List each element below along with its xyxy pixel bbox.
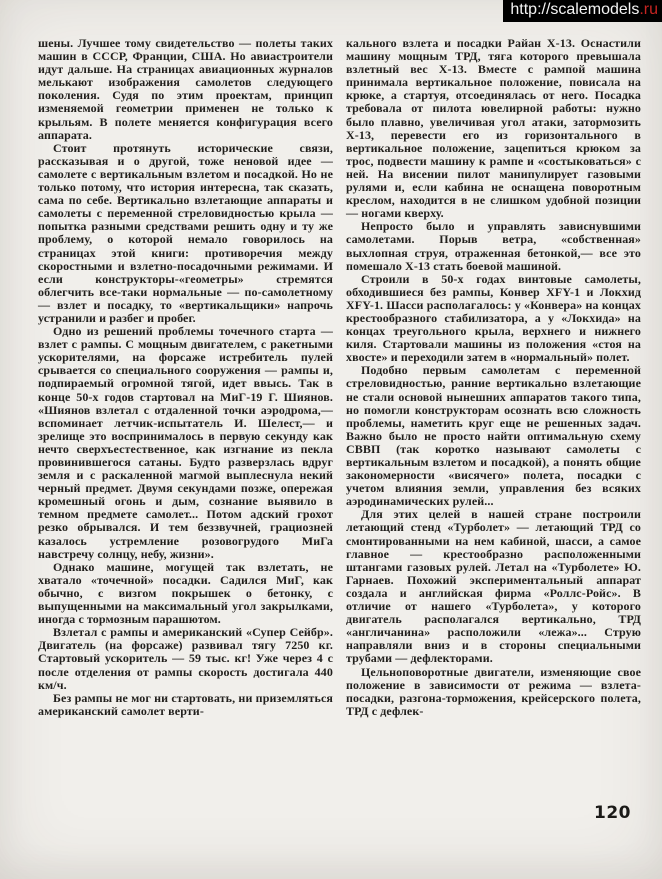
paragraph: Цельноповоротные двигатели, изменяющие свое положение в зависимости от режима — взлета-посадки, разгона-торможения, крейсерского полета, ТРД с дефлек-: [346, 664, 641, 718]
paragraph: Строили в 50-х годах винтовые самолеты, обходившиеся без рампы, Конвер XFY-1 и Локхид XFY-1. Шасси располагалось: у «Конвера» на концах крестообразного стабилизатора, а у «Локхида» на концах треугольного крыла, верхнего и нижнего киля. Стартовали машины из положения «стоя на хвосте» и переходили затем в «нормальный» полет.: [346, 271, 641, 365]
paragraph: шены. Лучшее тому свидетельство — полеты таких машин в СССР, Франции, США. Но авиастроители идут дальше. На страницах авиационных журналов мелькают изображения самолетов следующего поколения. Судя по этим проектам, принцип изменяемой геометрии применен не только к крыльям. В полете меняется конфигурация всего аппарата.: [38, 36, 333, 142]
paragraph: Взлетал с рампы и американский «Супер Сейбр». Двигатель (на форсаже) развивал тягу 7250 кг. Стартовый ускоритель — 59 тыс. кг! Уже через 4 с после отделения от рампы скорость достигала 440 км/ч.: [38, 625, 333, 692]
paragraph: кального взлета и посадки Райан Х-13. Оснастили машину мощным ТРД, тяга которого превышала взлетный вес Х-13. Вместе с рампой машина принимала вертикальное положение, повисала на крюке, а стартуя, отсоединялась от него. Посадка требовала от пилота ювелирной работы: нужно было плавно, увеличивая угол атаки, затормозить Х-13, перевести его из горизонтального в вертикальное положение, зацепиться крюком за трос, подвести машину к рампе и «состыковаться» с ней. На висении пилот манипулирует газовыми рулями и, если кабина не оснащена поворотным креслом, находится в не слишком удобной позиции — ногами кверху.: [346, 36, 641, 221]
paragraph: Без рампы не мог ни стартовать, ни приземляться американский самолет верти-: [38, 690, 333, 718]
paragraph: Однако машине, могущей так взлетать, не хватало «точечной» посадки. Садился МиГ, как обычно, с визгом покрышек о бетонку, с выпущенными на максимальный угол закрылками, иногда с тормозным парашютом.: [38, 559, 333, 627]
page-number: 120: [594, 803, 631, 823]
watermark-url-suffix: .ru: [639, 1, 658, 18]
paragraph: Стоит протянуть исторические связи, рассказывая и о другой, тоже неновой идее — самолете с вертикальным взлетом и посадкой. Но не только потому, что история интересна, так сказать, сама по себе. Вертикально взлетающие аппараты и самолеты с переменной стреловидностью крыла — попытка разными средствами решить одну и ту же проблему, о которой немало говорилось на страницах этой книги: противоречия между скоростными и взлетно-посадочными режимами. И если конструкторы-«геометры» стремятся облегчить все-таки нормальные — по-самолетному — взлет и посадку, то «вертикальщики» напрочь устранили и разбег и пробег.: [38, 140, 333, 325]
paragraph: Подобно первым самолетам с переменной стреловидностью, ранние вертикально взлетающие не стали основой нынешних аппаратов такого типа, но помогли конструкторам осознать всю сложность проблемы, наметить круг еще не решенных задач. Важно было не просто найти оптимальную схему СВВП (так коротко называют самолеты с вертикальным взлетом и посадкой), а понять общие закономерности «висячего» полета, посадки с учетом влияния земли, управления без всяких аэродинамических рулей...: [346, 363, 641, 509]
text-column-left: [38, 37, 333, 718]
paragraph: Непросто было и управлять зависнувшими самолетами. Порыв ветра, «собственная» выхлопная струя, отраженная бетонкой,— все это помешало Х-13 стать боевой машиной.: [346, 219, 641, 273]
text-columns: [38, 37, 641, 718]
paragraph: Одно из решений проблемы точечного старта — взлет с рампы. С мощным двигателем, с ракетными ускорителями, на форсаже истребитель пулей срывается со специального сооружения — рампы и, подпираемый огромной тягой, идет ввысь. Так в конце 50-х годов стартовал на МиГ-19 Г. Шиянов. «Шиянов взлетал с отдаленной точки аэродрома,— вспоминает летчик-испытатель И. Шелест,— и зрелище это воспринималось в первую секунду как нечто сверхъестественное, как изгнание из пекла провинившегося сатаны. Будто разверзлась вдруг земля и с раскаленной магмой выплеснула некий черный предмет. Двумя секундами позже, опережая кромешный огонь и дым, сознание выявило в темном предмете самолет... Потом адский грохот резко обрывался. И тем беззвучней, грациозней казалось устремление розовогрудого МиГа навстречу солнцу, небу, жизни».: [38, 324, 333, 561]
watermark-url-prefix: http://scalemodels: [510, 1, 640, 18]
watermark-bar: [503, 0, 662, 22]
text-column-right: [346, 37, 641, 718]
paragraph: Для этих целей в нашей стране построили летающий стенд «Турболет» — летающий ТРД со смонтированными на нем кабиной, шасси, а самое главное — крестообразно расположенными штангами газовых рулей. Летал на «Турболете» Ю. Гарнаев. Похожий экспериментальный аппарат создала и английская фирма «Роллс-Ройс». В отличие от нашего «Турболета», у которого двигатель располагался вертикально, ТРД «англичанина» расположили «лежа»... Струю направляли вниз и в стороны специальными трубами — дефлекторами.: [346, 507, 641, 666]
